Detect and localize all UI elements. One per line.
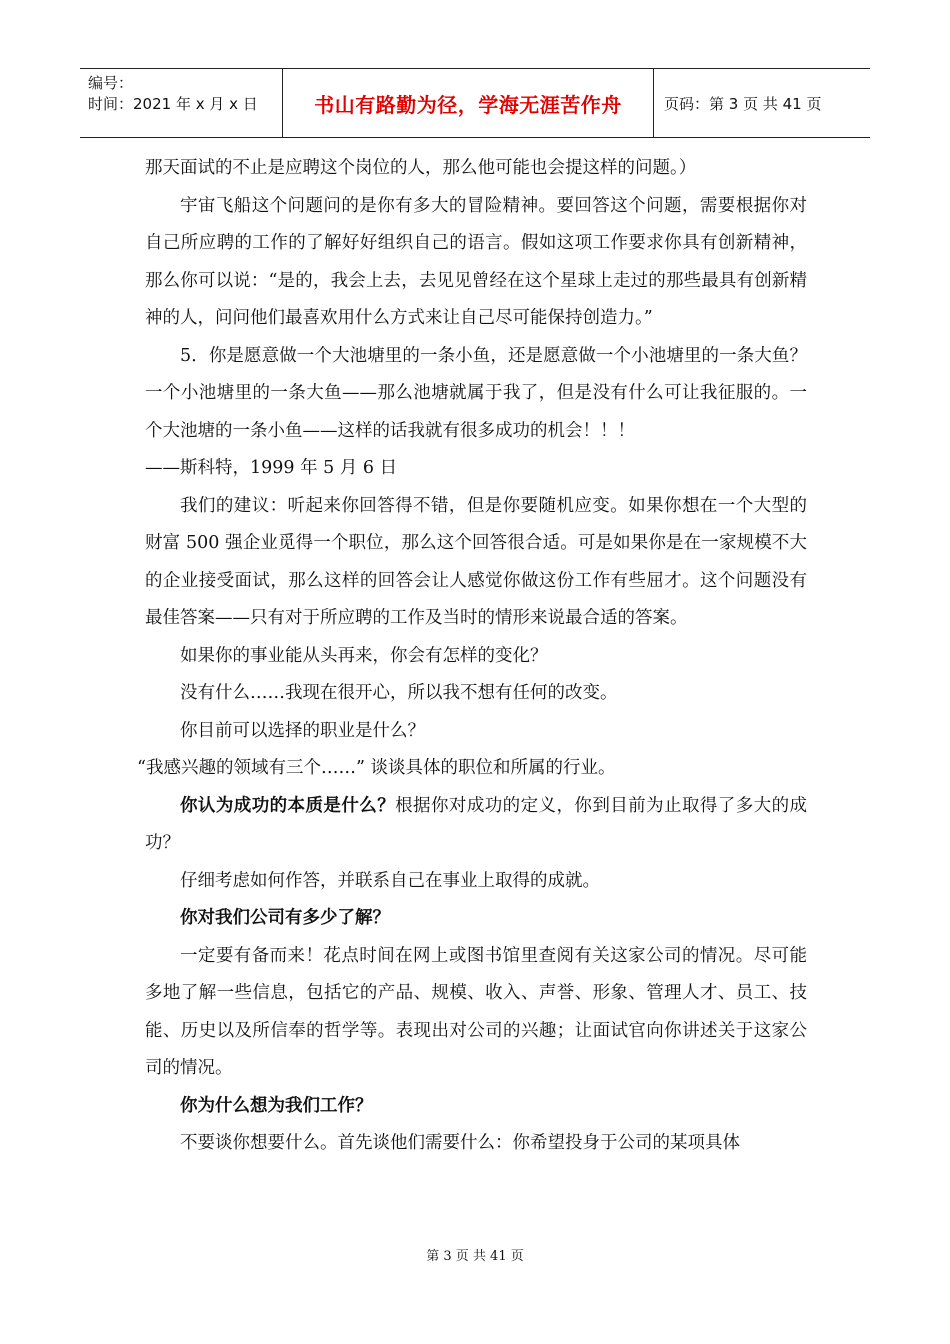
paragraph-answer: 仔细考虑如何作答，并联系自己在事业上取得的成就。 (180, 870, 600, 891)
paragraph-answer: “我感兴趣的领域有三个……” 谈谈具体的职位和所属的行业。 (137, 758, 616, 778)
paragraph: 宇宙飞船这个问题问的是你有多大的冒险精神。要回答这个问题，需要根据你对自己所应聘的工作的了解好好组织自己的语言。假如这项工作要求你具有创新精神，那么你可以说：“是的，我会上去，去见见曾经在这个星球上走过的那些最具有创新精神的人，问问他们最喜欢用什么方式来让自己尽可能保持创造力。” (145, 195, 807, 328)
page-header (80, 68, 870, 138)
paragraph-attribution: ——斯科特，1999 年 5 月 6 日 (145, 458, 398, 478)
paragraph-question: 你目前可以选择的职业是什么？ (180, 720, 425, 741)
header-motto: 书山有路勤为径，学海无涯苦作舟 (282, 69, 654, 137)
document-number-label: 编号： (88, 74, 134, 92)
paragraph: 我们的建议：听起来你回答得不错，但是你要随机应变。如果你想在一个大型的财富 500 强企业觅得一个职位，那么这个回答很合适。可是如果你是在一家规模不大的企业接受面试，那么这样的回答会让人感觉你做这份工作有些屈才。这个问题没有最佳答案——只有对于所应聘的工作及当时的情形来说最合适的答案。 (145, 495, 807, 628)
header-meta (80, 69, 282, 137)
document-date: 时间：2021 年 x 月 x 日 (88, 95, 258, 113)
paragraph-heading: 你对我们公司有多少了解？ (180, 908, 390, 928)
paragraph: 不要谈你想要什么。首先谈他们需要什么：你希望投身于公司的某项具体 (180, 1133, 740, 1153)
header-page-info: 页码：第 3 页 共 41 页 (664, 94, 822, 113)
page-footer: 第 3 页 共 41 页 (426, 1249, 524, 1264)
bold-question: 你认为成功的本质是什么？ (180, 795, 396, 816)
question-text: 根据你对成功的定义，你到目前为止取得了多大的成功？ (145, 795, 808, 853)
paragraph-answer: 没有什么……我现在很开心，所以我不想有任何的改变。 (180, 683, 618, 703)
document-body (137, 150, 808, 1163)
paragraph: 5．你是愿意做一个大池塘里的一条小鱼，还是愿意做一个小池塘里的一条大鱼？一个小池塘里的一条大鱼——那么池塘就属于我了，但是没有什么可让我征服的。一个大池塘的一条小鱼——这样的话我就有很多成功的机会！！！ (145, 345, 807, 441)
paragraph-question (145, 788, 807, 863)
paragraph: 一定要有备而来！花点时间在网上或图书馆里查阅有关这家公司的情况。尽可能多地了解一些信息，包括它的产品、规模、收入、声誉、形象、管理人才、员工、技能、历史以及所信奉的哲学等。表现出对公司的兴趣；让面试官向你讲述关于这家公司的情况。 (145, 945, 807, 1078)
paragraph-question: 如果你的事业能从头再来，你会有怎样的变化？ (180, 645, 548, 666)
paragraph-heading: 你为什么想为我们工作？ (180, 1095, 373, 1116)
paragraph: 那天面试的不止是应聘这个岗位的人，那么他可能也会提这样的问题。） (145, 158, 697, 178)
